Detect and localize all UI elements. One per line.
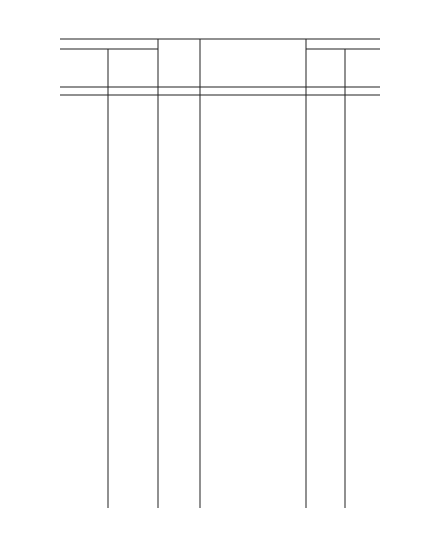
table-grid xyxy=(60,39,380,508)
